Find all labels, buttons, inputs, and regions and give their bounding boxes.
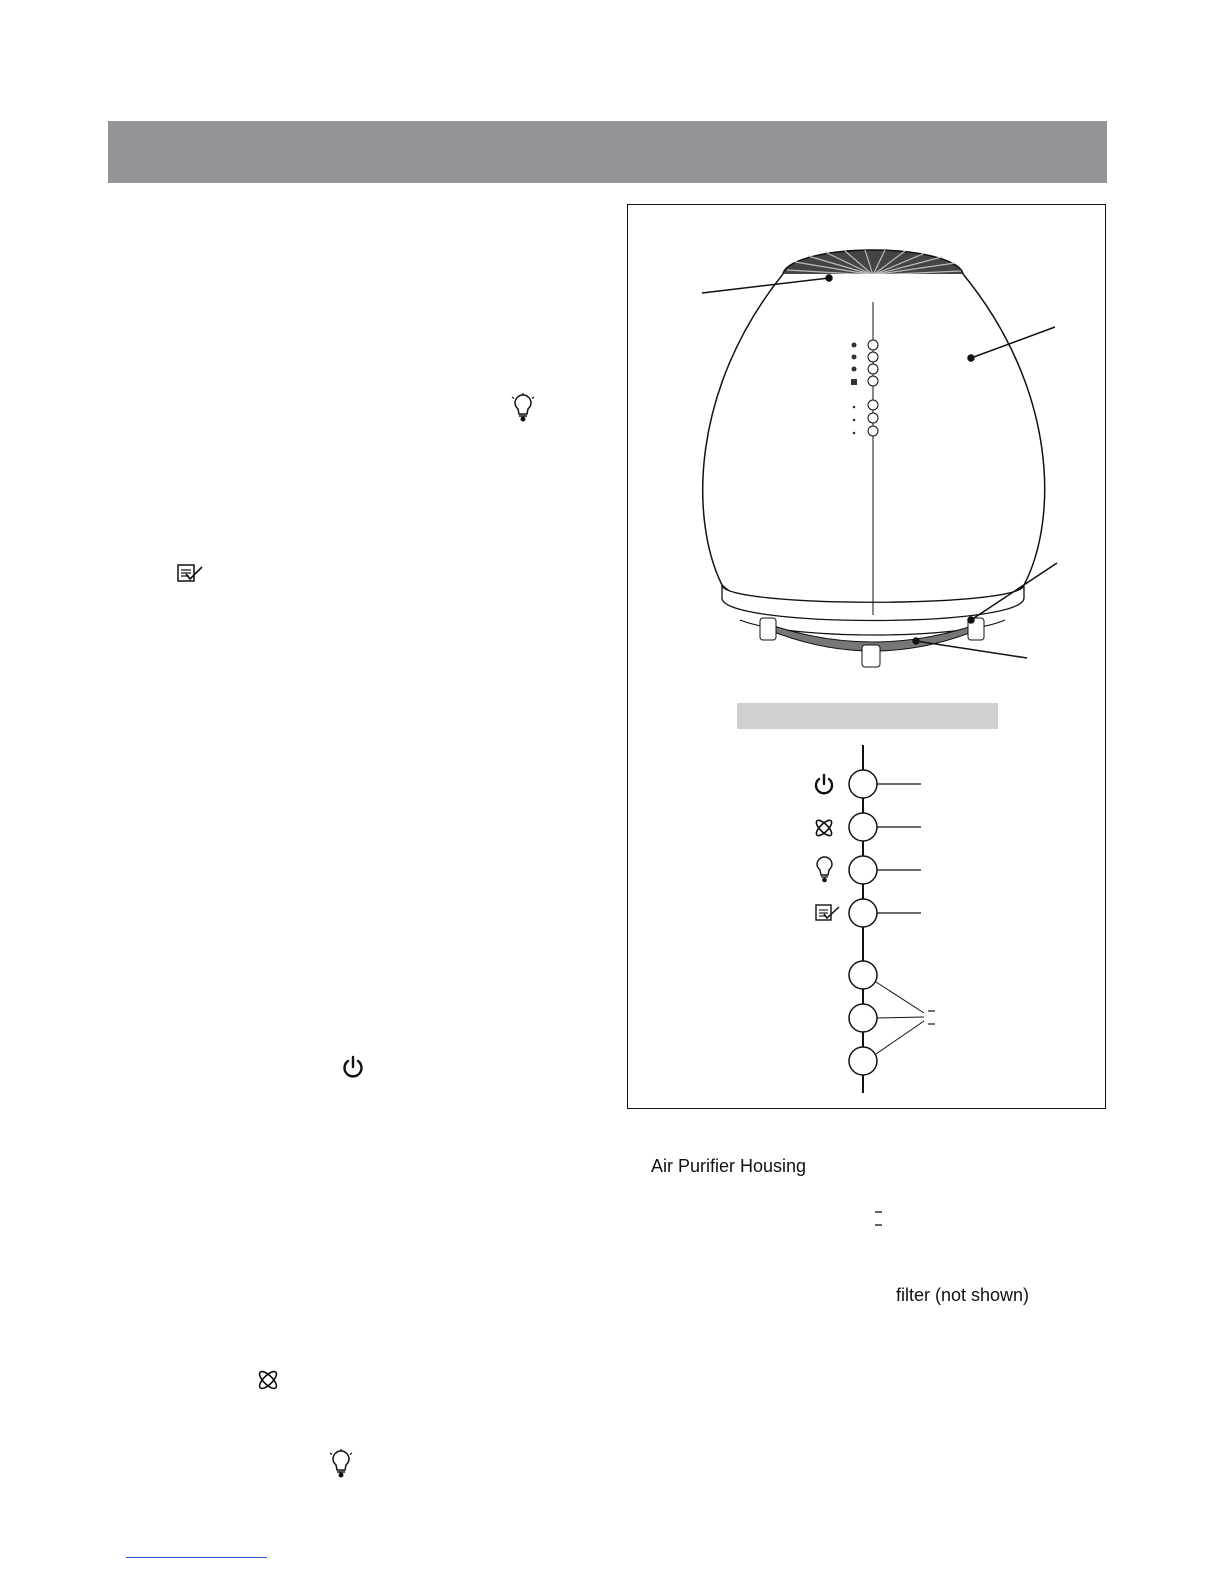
ionizer-icon (814, 818, 834, 838)
speed-button-medium (849, 1004, 877, 1032)
light-button (849, 856, 877, 884)
power-icon (816, 775, 832, 793)
speed-dash-marks (873, 1208, 885, 1230)
filter-check-icon (816, 905, 839, 920)
ionizer-icon (256, 1368, 280, 1392)
legend-filter-label: filter (not shown) (896, 1285, 1030, 1305)
control-panel-diagram (849, 745, 935, 1093)
link-underline[interactable] (126, 1557, 267, 1558)
ionizer-button (849, 813, 877, 841)
legend-housing-label: Air Purifier Housing (651, 1156, 807, 1176)
light-bulb-icon (817, 857, 832, 882)
control-panel-label-bar (737, 703, 998, 729)
light-bulb-icon (328, 1449, 354, 1479)
speed-button-low (849, 1047, 877, 1075)
power-button (849, 770, 877, 798)
speed-button-high (849, 961, 877, 989)
filter-reset-button (849, 899, 877, 927)
